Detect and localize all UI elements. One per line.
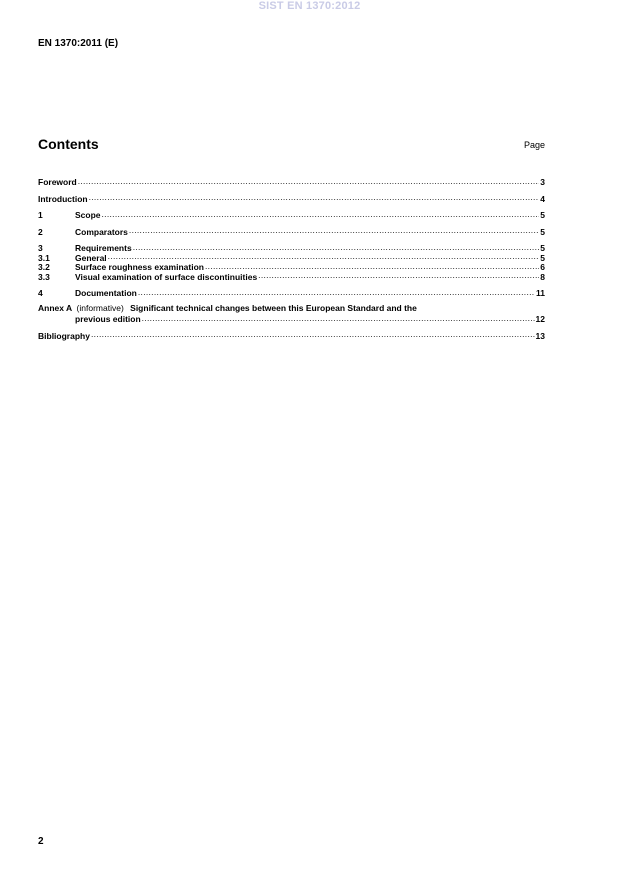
table-of-contents xyxy=(38,176,545,339)
toc-title: Requirements xyxy=(75,243,132,253)
toc-title: Comparators xyxy=(75,226,128,237)
dot-leader xyxy=(258,271,539,280)
toc-page: 8 xyxy=(540,271,545,282)
dot-leader xyxy=(138,287,535,296)
toc-entry-bibliography[interactable] xyxy=(38,330,545,340)
page-column-label: Page xyxy=(523,140,545,150)
toc-title: Surface roughness examination xyxy=(75,262,204,272)
toc-entry-comparators[interactable] xyxy=(38,226,545,236)
annex-a-continuation xyxy=(38,313,545,323)
toc-title: Documentation xyxy=(75,288,137,298)
toc-number: 3.1 xyxy=(38,252,50,263)
toc-page: 4 xyxy=(540,193,545,204)
toc-entry-general[interactable] xyxy=(38,252,545,262)
toc-page: 6 xyxy=(540,262,545,272)
toc-title: Bibliography xyxy=(38,330,90,341)
toc-page: 5 xyxy=(540,252,545,263)
toc-entry-annex-a[interactable] xyxy=(38,304,545,323)
toc-page: 5 xyxy=(540,210,545,220)
toc-entry-surface-roughness[interactable] xyxy=(38,261,545,271)
toc-entry-scope[interactable] xyxy=(38,209,545,219)
contents-title: Contents xyxy=(38,136,99,152)
toc-title: Scope xyxy=(75,210,101,220)
annex-a-title-line1: Significant technical changes between this European Standard and the xyxy=(130,302,417,313)
dot-leader xyxy=(89,193,540,202)
toc-number: 3.3 xyxy=(38,271,50,282)
toc-number: 4 xyxy=(38,288,43,298)
dot-leader xyxy=(102,209,540,218)
dot-leader xyxy=(129,226,539,235)
annex-a-heading-line xyxy=(38,304,545,314)
toc-page: 3 xyxy=(540,177,545,187)
toc-entry-introduction[interactable] xyxy=(38,193,545,203)
toc-entry-foreword[interactable] xyxy=(38,176,545,186)
watermark: SIST EN 1370:2012 xyxy=(258,0,361,12)
dot-leader xyxy=(78,176,540,185)
dot-leader xyxy=(142,313,535,322)
dot-leader xyxy=(108,252,540,261)
page-number: 2 xyxy=(38,836,44,847)
toc-page: 5 xyxy=(540,243,545,253)
annex-a-title-line2: previous edition xyxy=(75,314,141,324)
toc-number: 2 xyxy=(38,226,43,237)
annex-a-label: Annex A xyxy=(38,302,73,313)
dot-leader xyxy=(133,242,540,251)
annex-a-type: (informative) xyxy=(76,302,124,313)
dot-leader xyxy=(205,261,539,270)
toc-title: General xyxy=(75,252,107,263)
toc-title: Introduction xyxy=(38,193,88,204)
toc-page: 11 xyxy=(536,288,545,298)
contents-header xyxy=(38,136,545,156)
toc-entry-requirements[interactable] xyxy=(38,242,545,252)
toc-page: 13 xyxy=(535,330,545,341)
toc-number: 3.2 xyxy=(38,262,50,272)
toc-entry-visual-examination[interactable] xyxy=(38,271,545,281)
dot-leader xyxy=(91,330,535,339)
document-id: EN 1370:2011 (E) xyxy=(38,38,119,49)
toc-title: Foreword xyxy=(38,177,77,187)
toc-title: Visual examination of surface discontinuities xyxy=(75,271,258,282)
toc-number: 1 xyxy=(38,210,43,220)
toc-entry-documentation[interactable] xyxy=(38,287,545,297)
toc-page: 12 xyxy=(535,314,545,324)
toc-page: 5 xyxy=(540,226,545,237)
toc-number: 3 xyxy=(38,243,43,253)
